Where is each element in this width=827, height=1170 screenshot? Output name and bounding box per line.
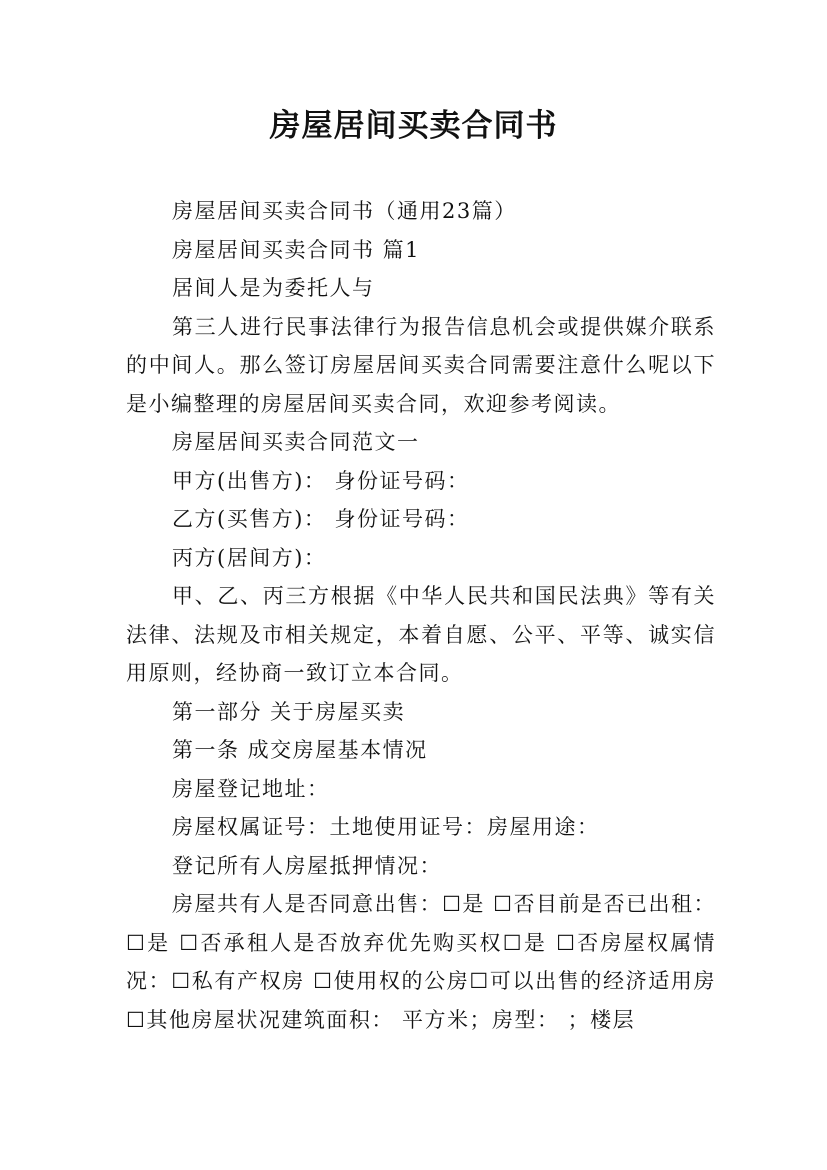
paragraph-intro-body: 第三人进行民事法律行为报告信息机会或提供媒介联系的中间人。那么签订房屋居间买卖合同需要注意什么呢以下是小编整理的房屋居间买卖合同，欢迎参考阅读。	[126, 314, 716, 416]
paragraph-party-a: 甲方(出售方)： 身份证号码：	[172, 468, 470, 493]
paragraph-article-one: 第一条 成交房屋基本情况	[172, 738, 428, 762]
paragraph-house-address: 房屋登记地址：	[172, 776, 330, 801]
paragraph-party-b: 乙方(买售方)： 身份证号码：	[172, 507, 470, 531]
paragraph-intro-start: 居间人是为委托人与	[172, 276, 375, 300]
paragraph-ownership-numbers: 房屋权属证号：土地使用证号：房屋用途：	[172, 815, 600, 839]
paragraph-mortgage-status: 登记所有人房屋抵押情况：	[172, 853, 442, 878]
paragraph-party-c: 丙方(居间方)：	[172, 545, 327, 570]
paragraph-heading-summary: 房屋居间买卖合同书（通用23篇）	[172, 199, 517, 223]
paragraph-property-options: 房屋共有人是否同意出售：☐是 ☐否目前是否已出租：☐是 ☐否承租人是否放弃优先购买权☐是 ☐否房屋权属情况：☐私有产权房 ☐使用权的公房☐可以出售的经济适用房 ☐其他房屋状况建筑面积： 平方米；房型： ；楼层	[126, 892, 716, 1032]
paragraph-article-number: 房屋居间买卖合同书 篇1	[172, 237, 421, 262]
document-body	[126, 192, 716, 1039]
paragraph-agreement-basis: 甲、乙、丙三方根据《中华人民共和国民法典》等有关法律、法规及市相关规定，本着自愿、公平、平等、诚实信用原则，经协商一致订立本合同。	[126, 584, 716, 685]
paragraph-sample-title: 房屋居间买卖合同范文一	[172, 430, 420, 454]
paragraph-part-one: 第一部分 关于房屋买卖	[172, 699, 406, 724]
document-title: 房屋居间买卖合同书	[269, 108, 558, 144]
